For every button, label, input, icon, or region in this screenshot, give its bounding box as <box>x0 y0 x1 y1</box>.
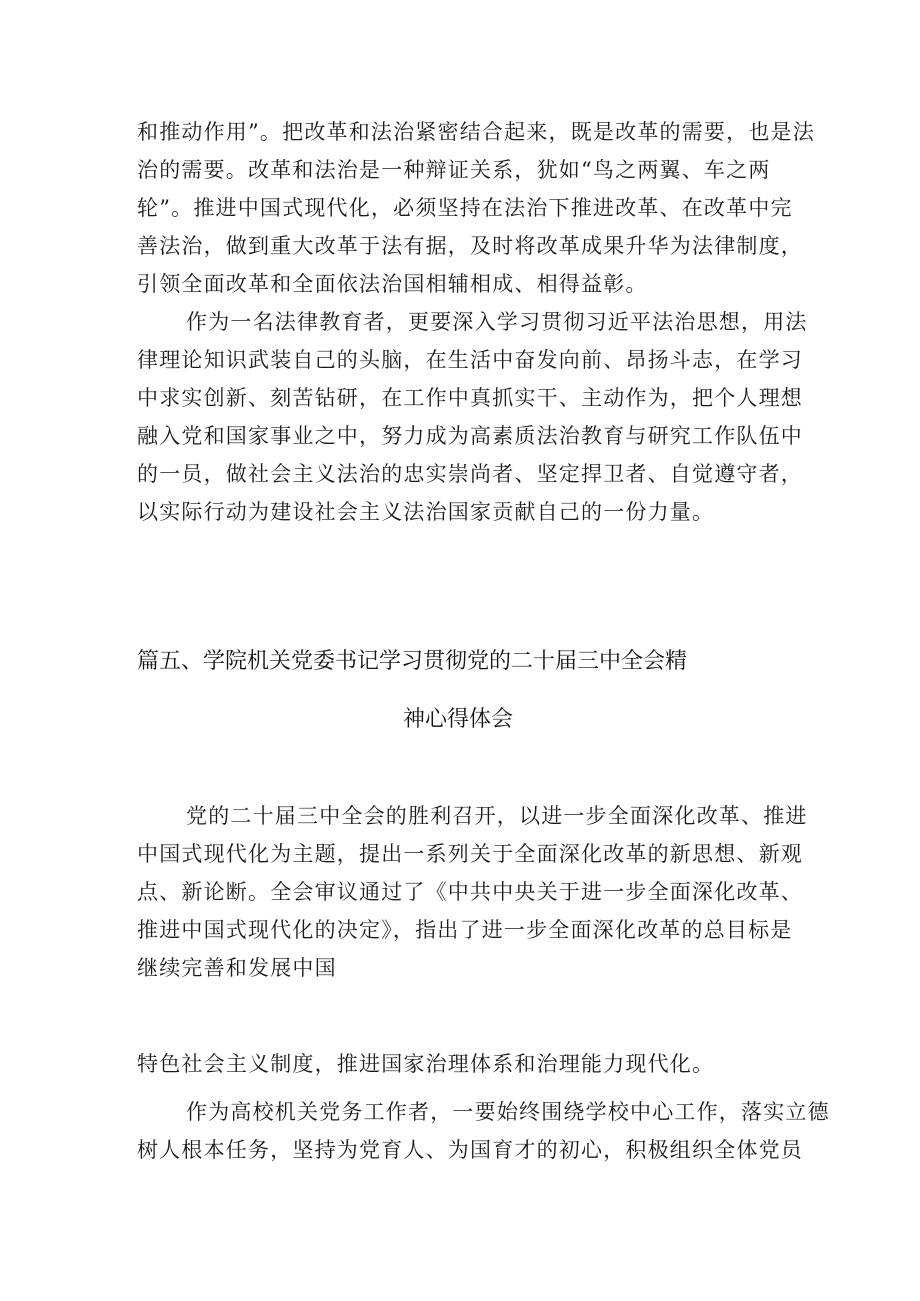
text-line: 中国式现代化为主题，提出一系列关于全面深化改革的新思想、新观 <box>137 842 803 866</box>
text-line: 融入党和国家事业之中，努力成为高素质法治教育与研究工作队伍中 <box>137 424 803 448</box>
text-line: 律理论知识武装自己的头脑，在生活中奋发向前、昂扬斗志，在学习 <box>137 348 803 372</box>
text-line: 点、新论断。全会审议通过了《中共中央关于进一步全面深化改革、 <box>137 880 803 904</box>
text-line: 和推动作用”。把改革和法治紧密结合起来，既是改革的需要，也是法 <box>137 120 815 144</box>
text-line: 特色社会主义制度，推进国家治理体系和治理能力现代化。 <box>137 1052 715 1076</box>
text-line: 治的需要。改革和法治是一种辩证关系，犹如“鸟之两翼、车之两 <box>137 158 771 182</box>
text-line: 推进中国式现代化的决定》，指出了进一步全面深化改革的总目标是 <box>137 918 793 942</box>
section-heading-line-2: 神心得体会 <box>403 707 514 732</box>
text-line: 以实际行动为建设社会主义法治国家贡献自己的一份力量。 <box>137 500 715 524</box>
text-line: 党的二十届三中全会的胜利召开，以进一步全面深化改革、推进 <box>186 804 808 828</box>
text-line: 中求实创新、刻苦钻研，在工作中真抓实干、主动作为，把个人理想 <box>137 386 803 410</box>
text-line: 作为一名法律教育者，更要深入学习贯彻习近平法治思想，用法 <box>186 310 808 334</box>
text-line: 善法治，做到重大改革于法有据，及时将改革成果升华为法律制度， <box>137 234 803 258</box>
text-line: 作为高校机关党务工作者，一要始终围绕学校中心工作，落实立德 <box>186 1100 830 1124</box>
text-line: 引领全面改革和全面依法治国相辅相成、相得益彰。 <box>137 272 648 296</box>
text-line: 继续完善和发展中国 <box>137 956 337 980</box>
section-heading-line-1: 篇五、学院机关党委书记学习贯彻党的二十届三中全会精 <box>137 649 688 674</box>
text-line: 的一员，做社会主义法治的忠实崇尚者、坚定捍卫者、自觉遵守者， <box>137 462 803 486</box>
text-line: 树人根本任务，坚持为党育人、为国育才的初心，积极组织全体党员 <box>137 1138 803 1162</box>
text-line: 轮”。推进中国式现代化，必须坚持在法治下推进改革、在改革中完 <box>137 196 793 220</box>
